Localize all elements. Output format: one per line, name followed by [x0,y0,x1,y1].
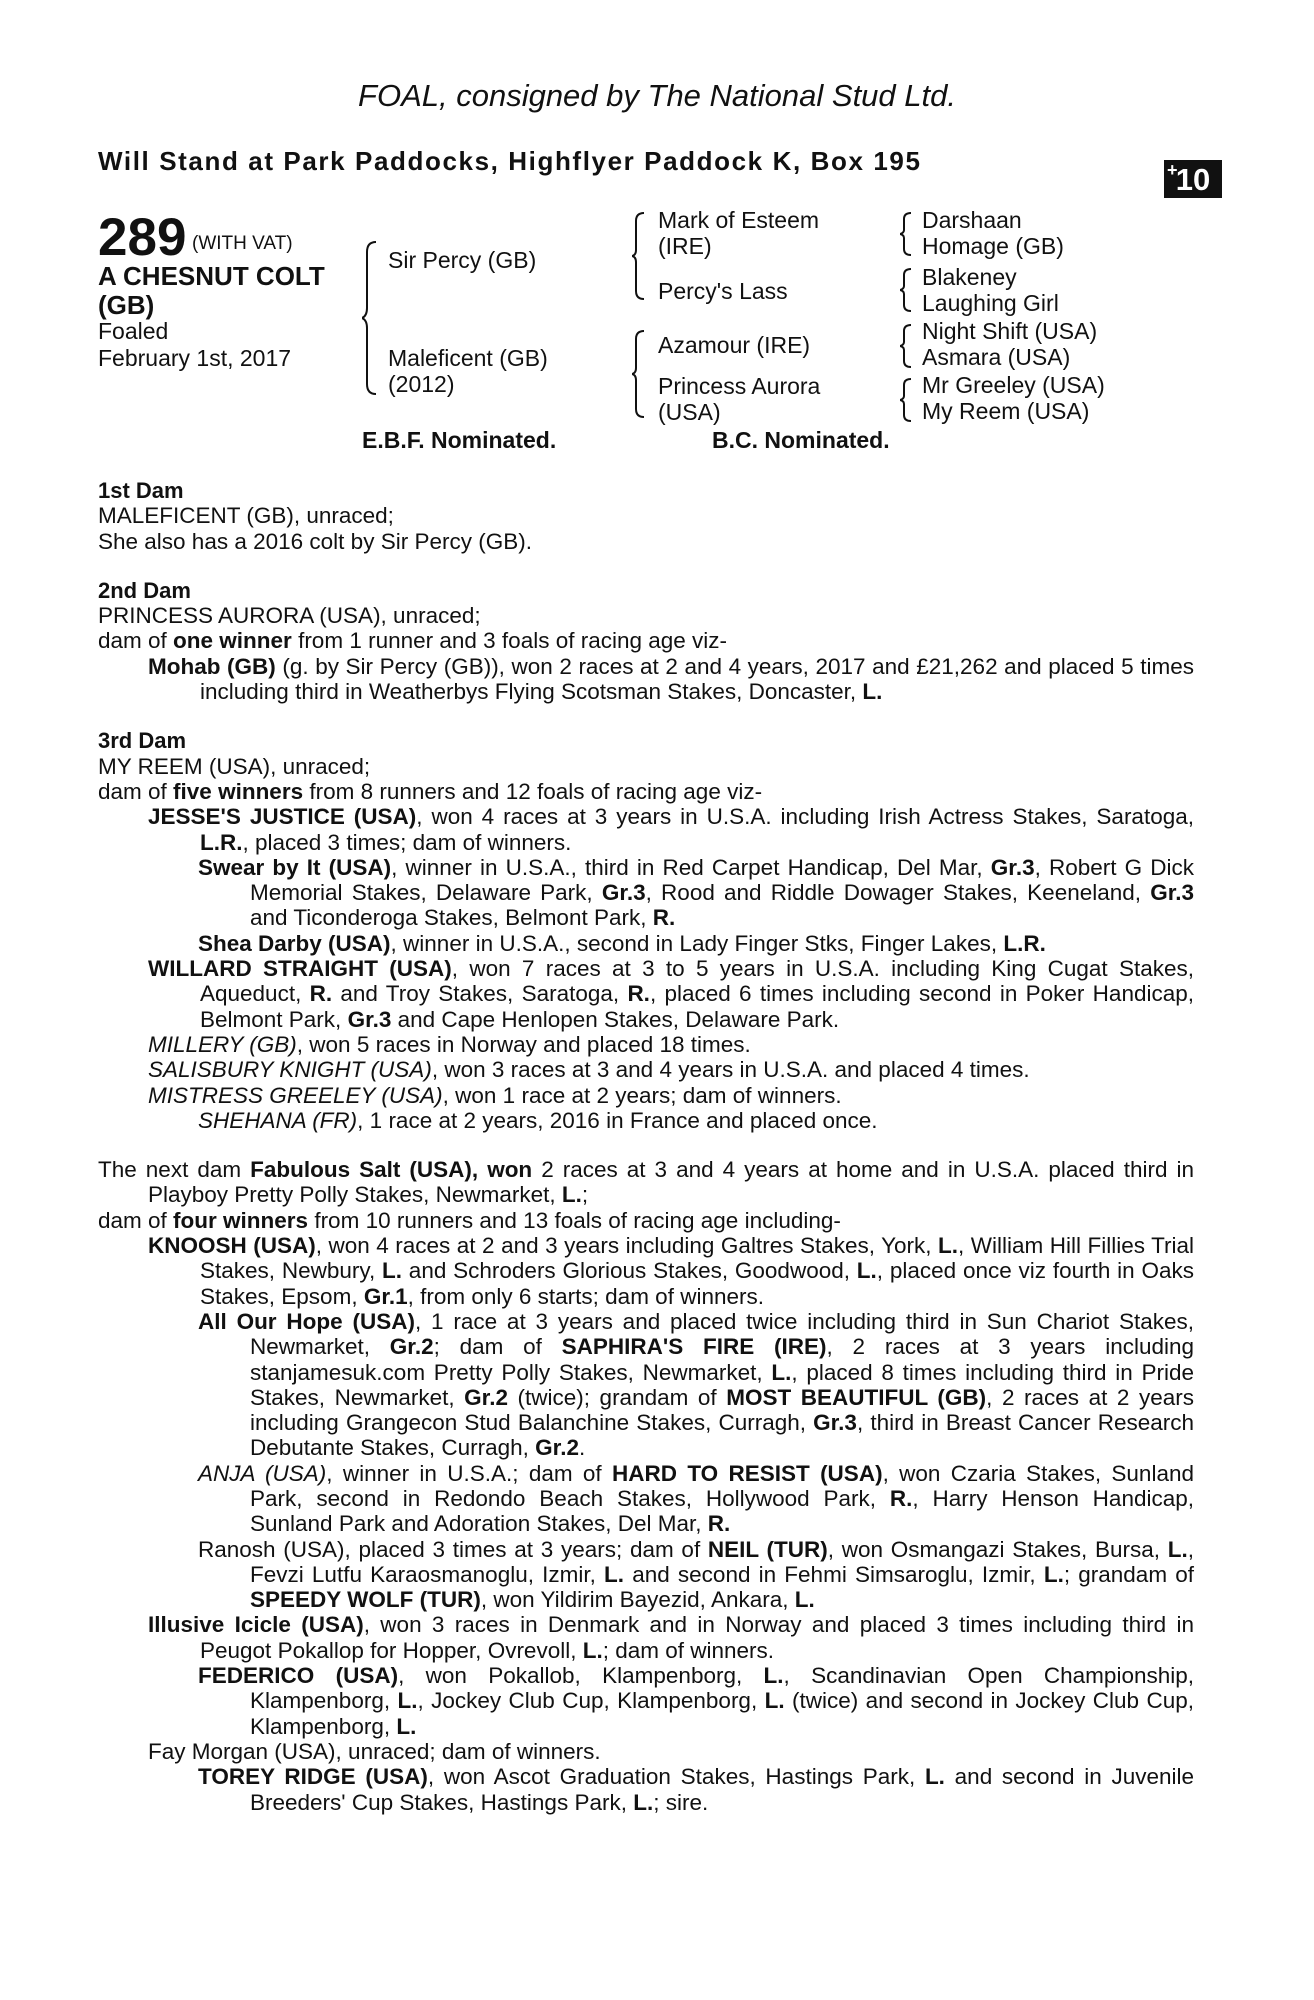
pedigree-sire-dam: Percy's Lass [658,278,788,304]
third-dam-heading: 3rd Dam [98,728,187,754]
entry-mohab: Mohab (GB) (g. by Sir Percy (GB)), won 2 races at 2 and 4 years, 2017 and £21,262 and placed 5 times including third in Weatherbys Flying Scotsman Stakes, Doncaster, L. [148,653,1194,705]
pedigree-gen3-4: Laughing Girl [922,290,1059,316]
entry-illusive-icicle: Illusive Icicle (USA), won 3 races in Denmark and in Norway and placed 3 times including third in Peugot Pokallop for Hopper, Ovrevoll, L.; dam of winners. [148,1612,1194,1663]
stand-location: Will Stand at Park Paddocks, Highflyer Paddock K, Box 195 [98,146,922,176]
pedigree-brace-dd [900,376,914,424]
page-badge [1164,160,1222,198]
pedigree-brace-sd [900,266,914,314]
pedigree-dam-name: Maleficent (GB) [388,345,548,371]
lot-number: 289 [98,208,187,267]
first-dam-line1: MALEFICENT (GB), unraced; [98,503,394,529]
entry-knoosh: KNOOSH (USA), won 4 races at 2 and 3 years including Galtres Stakes, York, L., William Hill Fillies Trial Stakes, Newbury, L. and Schroders Glorious Stakes, Goodwood, L., placed once viz fourth in Oaks Stakes, Epsom, Gr.1, from only 6 starts; dam of winners. [148,1233,1195,1309]
pedigree-ss-line2: (IRE) [658,233,712,259]
pedigree-brace-dam [632,328,648,420]
pedigree-dd-line1: Princess Aurora [658,373,821,399]
second-dam-heading: 2nd Dam [98,577,191,603]
entry-ranosh: Ranosh (USA), placed 3 times at 3 years; dam of NEIL (TUR), won Osmangazi Stakes, Bursa, L., Fevzi Lutfu Karaosmanoglu, Izmir, L. and second in Fehmi Simsaroglu, Izmir, L.; grandam of SPEEDY WOLF (TUR), won Yildirim Bayezid, Ankara, L. [198,1536,1194,1613]
entry-swear-by-it: Swear by It (USA), winner in U.S.A., third in Red Carpet Handicap, Del Mar, Gr.3, Robert G Dick Memorial Stakes, Delaware Park, Gr.3, Rood and Riddle Dowager Stakes, Keeneland, Gr.3 and Ticonderoga Stakes, Belmont Park, R. [198,854,1194,931]
lot-desc-line1: A CHESNUT COLT [98,261,325,291]
foaled-date [98,318,291,372]
badge-number: 10 [1175,162,1211,197]
entry-jesses-justice: JESSE'S JUSTICE (USA), won 4 races at 3 years in U.S.A. including Irish Actress Stakes, Saratoga, L.R., placed 3 times; dam of winners. [148,804,1194,855]
entry-all-our-hope: All Our Hope (USA), 1 race at 3 years and placed twice including third in Sun Chariot Stakes, Newmarket, Gr.2; dam of SAPHIRA'S FIRE (IRE), 2 races at 3 years including stanjamesuk.com Pretty Polly Stakes, Newmarket, L., placed 8 times including third in Pride Stakes, Newmarket, Gr.2 (twice); grandam of MOST BEAUTIFUL (GB), 2 races at 2 years including Grangecon Stud Balanchine Stakes, Curragh, Gr.3, third in Breast Cancer Research Debutante Stakes, Curragh, Gr.2. [198,1308,1195,1461]
pedigree-ss-line1: Mark of Esteem [658,207,820,233]
bc-nominated: B.C. Nominated. [712,427,890,453]
entry-anja: ANJA (USA), winner in U.S.A.; dam of HARD TO RESIST (USA), won Czaria Stakes, Sunland Park, second in Redondo Beach Stakes, Hollywood Park, R., Harry Henson Handicap, Sunland Park and Adoration Stakes, Del Mar, R. [198,1460,1195,1537]
pedigree-gen3-3: Blakeney [922,264,1017,290]
pedigree-gen3-2: Homage (GB) [922,233,1064,259]
pedigree-brace-main [362,238,382,398]
foaled-value: February 1st, 2017 [98,345,292,371]
lot-description [98,262,325,320]
ebf-nominated: E.B.F. Nominated. [362,427,557,453]
entry-millery: MILLERY (GB), won 5 races in Norway and placed 18 times. [148,1031,751,1057]
pedigree-dam-dam [658,373,820,425]
pedigree-dam [388,345,548,397]
pedigree-sire-sire [658,207,819,259]
pedigree-sire: Sir Percy (GB) [388,247,537,273]
pedigree-gen3-5: Night Shift (USA) [922,318,1098,344]
entry-mistress-greeley: MISTRESS GREELEY (USA), won 1 race at 2 years; dam of winners. [148,1082,842,1108]
pedigree-brace-ss [900,210,914,258]
entry-shehana: SHEHANA (FR), 1 race at 2 years, 2016 in France and placed once. [198,1107,878,1133]
badge-plus: + [1167,160,1178,180]
second-dam-line2: dam of one winner from 1 runner and 3 foals of racing age viz- [98,628,728,654]
pedigree-dam-sire: Azamour (IRE) [658,332,811,358]
pedigree-gen3-7: Mr Greeley (USA) [922,372,1105,398]
consignment-line: FOAL, consigned by The National Stud Ltd. [358,78,956,113]
third-dam-line1: MY REEM (USA), unraced; [98,753,371,779]
third-dam-line2: dam of five winners from 8 runners and 12 foals of racing age viz- [98,778,763,804]
entry-fay-morgan: Fay Morgan (USA), unraced; dam of winners. [148,1738,601,1764]
pedigree-gen3-6: Asmara (USA) [922,344,1071,370]
entry-salisbury-knight: SALISBURY KNIGHT (USA), won 3 races at 3 and 4 years in U.S.A. and placed 4 times. [148,1057,1030,1083]
first-dam-heading: 1st Dam [98,478,184,503]
entry-federico: FEDERICO (USA), won Pokallob, Klampenborg, L., Scandinavian Open Championship, Klampenborg, L., Jockey Club Cup, Klampenborg, L. (twice) and second in Jockey Club Cup, Klampenborg, L. [198,1663,1194,1739]
pedigree-gen3-8: My Reem (USA) [922,398,1090,424]
first-dam-line2: She also has a 2016 colt by Sir Percy (GB). [98,528,532,554]
pedigree-brace-sire [632,210,648,302]
pedigree-brace-ds [900,322,914,370]
entry-shea-darby: Shea Darby (USA), winner in U.S.A., second in Lady Finger Stks, Finger Lakes, L.R. [198,930,1046,956]
pedigree-dd-line2: (USA) [658,399,721,425]
foaled-label: Foaled [98,318,169,344]
next-dam-line: The next dam Fabulous Salt (USA), won 2 races at 3 and 4 years at home and in U.S.A. placed third in Playboy Pretty Polly Stakes, Newmarket, L.; [98,1157,1195,1208]
pedigree-gen3-1: Darshaan [922,207,1022,233]
catalogue-body [98,478,1194,1815]
pedigree-dam-year: (2012) [388,371,455,397]
entry-willard-straight: WILLARD STRAIGHT (USA), won 7 races at 3 to 5 years in U.S.A. including King Cugat Stakes, Aqueduct, R. and Troy Stakes, Saratoga, R., placed 6 times including second in Poker Handicap, Belmont Park, Gr.3 and Cape Henlopen Stakes, Delaware Park. [148,956,1194,1032]
next-dam-produce: dam of four winners from 10 runners and 13 foals of racing age including- [98,1207,841,1233]
entry-torey-ridge: TOREY RIDGE (USA), won Ascot Graduation Stakes, Hastings Park, L. and second in Juvenile Breeders' Cup Stakes, Hastings Park, L.; sire. [198,1764,1194,1815]
vat-label: (WITH VAT) [192,233,293,254]
lot-desc-line2: (GB) [98,290,155,320]
second-dam-line1: PRINCESS AURORA (USA), unraced; [98,603,481,629]
